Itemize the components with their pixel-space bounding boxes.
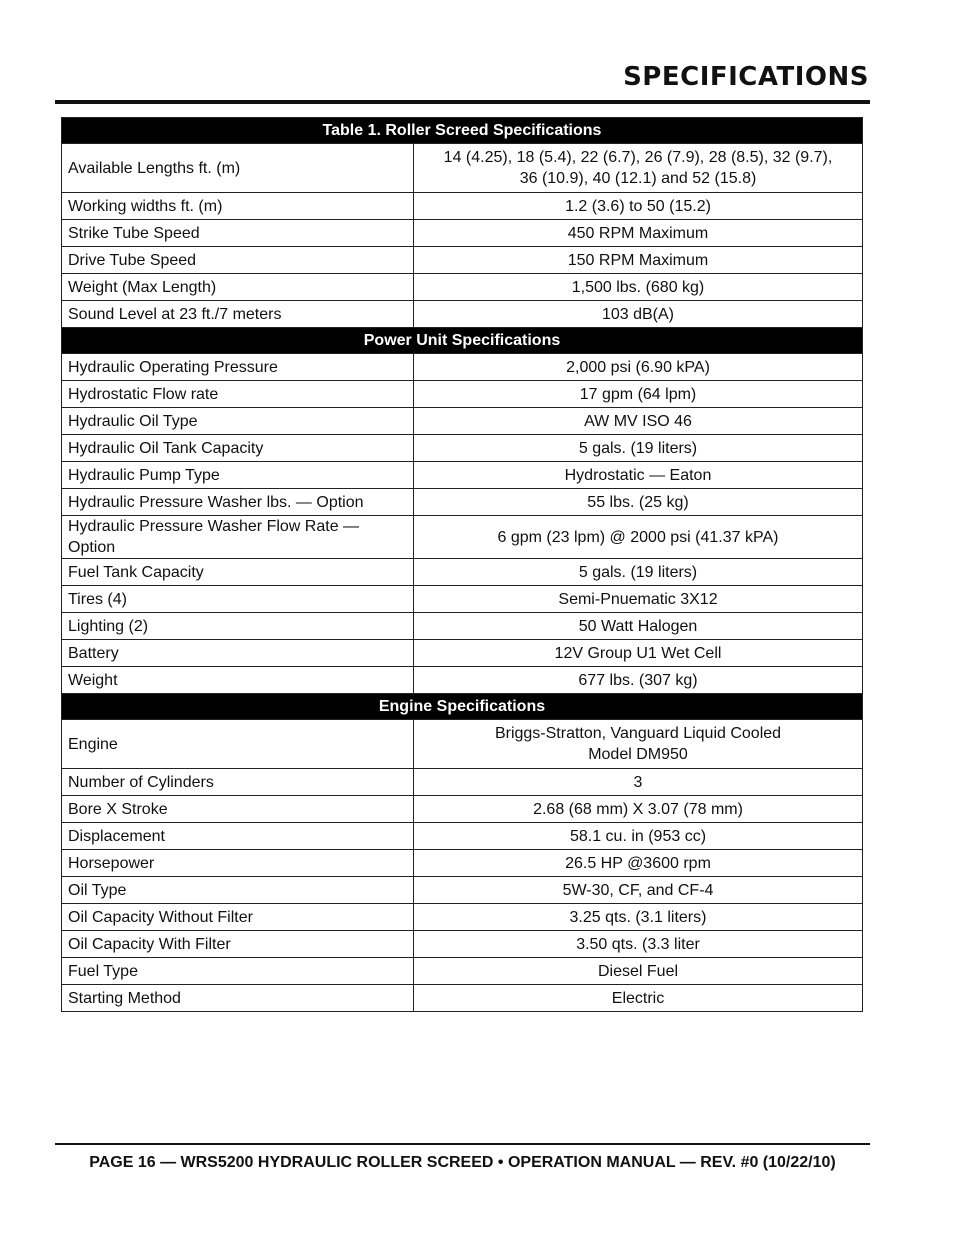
spec-label: Battery — [62, 640, 414, 667]
section-title: Power Unit Specifications — [62, 328, 863, 354]
table-row — [62, 667, 863, 694]
table-row — [62, 381, 863, 408]
spec-value: Hydrostatic — Eaton — [414, 462, 863, 489]
spec-label: Tires (4) — [62, 586, 414, 613]
table-row — [62, 931, 863, 958]
spec-label: Strike Tube Speed — [62, 220, 414, 247]
table-row — [62, 247, 863, 274]
spec-value: 14 (4.25), 18 (5.4), 22 (6.7), 26 (7.9), 28 (8.5), 32 (9.7), 36 (10.9), 40 (12.1) and 52 (15.8) — [414, 144, 863, 193]
spec-label: Hydraulic Pump Type — [62, 462, 414, 489]
spec-value: 3 — [414, 769, 863, 796]
table-row — [62, 220, 863, 247]
spec-value: AW MV ISO 46 — [414, 408, 863, 435]
spec-label: Oil Type — [62, 877, 414, 904]
table-row — [62, 559, 863, 586]
spec-label: Working widths ft. (m) — [62, 193, 414, 220]
spec-value: Briggs-Stratton, Vanguard Liquid Cooled Model DM950 — [414, 720, 863, 769]
spec-label: Hydraulic Oil Tank Capacity — [62, 435, 414, 462]
table-row — [62, 301, 863, 328]
spec-label: Hydraulic Operating Pressure — [62, 354, 414, 381]
spec-label: Hydraulic Pressure Washer lbs. — Option — [62, 489, 414, 516]
spec-label: Available Lengths ft. (m) — [62, 144, 414, 193]
spec-label: Displacement — [62, 823, 414, 850]
table-row — [62, 958, 863, 985]
table-row — [62, 850, 863, 877]
section-title: Engine Specifications — [62, 694, 863, 720]
spec-label: Hydrostatic Flow rate — [62, 381, 414, 408]
spec-value: 2,000 psi (6.90 kPA) — [414, 354, 863, 381]
spec-value: 5W-30, CF, and CF-4 — [414, 877, 863, 904]
spec-value: 3.50 qts. (3.3 liter — [414, 931, 863, 958]
spec-label: Weight — [62, 667, 414, 694]
spec-label: Fuel Type — [62, 958, 414, 985]
spec-value: Diesel Fuel — [414, 958, 863, 985]
spec-value: 50 Watt Halogen — [414, 613, 863, 640]
spec-value: Electric — [414, 985, 863, 1012]
spec-label: Engine — [62, 720, 414, 769]
table-row — [62, 640, 863, 667]
spec-value: 55 lbs. (25 kg) — [414, 489, 863, 516]
spec-value: Semi-Pnuematic 3X12 — [414, 586, 863, 613]
table-row — [62, 769, 863, 796]
table-row — [62, 462, 863, 489]
table-row — [62, 796, 863, 823]
spec-value: 26.5 HP @3600 rpm — [414, 850, 863, 877]
table-row — [62, 489, 863, 516]
spec-label: Fuel Tank Capacity — [62, 559, 414, 586]
table-row — [62, 586, 863, 613]
spec-value: 677 lbs. (307 kg) — [414, 667, 863, 694]
table-row — [62, 354, 863, 381]
spec-value: 12V Group U1 Wet Cell — [414, 640, 863, 667]
spec-label: Bore X Stroke — [62, 796, 414, 823]
spec-value: 6 gpm (23 lpm) @ 2000 psi (41.37 kPA) — [414, 516, 863, 559]
spec-value: 2.68 (68 mm) X 3.07 (78 mm) — [414, 796, 863, 823]
table-row — [62, 435, 863, 462]
title-divider — [55, 100, 870, 104]
table-row — [62, 720, 863, 769]
page-footer: PAGE 16 — WRS5200 HYDRAULIC ROLLER SCREED • OPERATION MANUAL — REV. #0 (10/22/10) — [89, 1154, 836, 1171]
specifications-table-body — [62, 118, 863, 1012]
table-row — [62, 408, 863, 435]
footer-divider — [55, 1143, 870, 1145]
specifications-table — [61, 117, 863, 1012]
table-row — [62, 144, 863, 193]
spec-value: 58.1 cu. in (953 cc) — [414, 823, 863, 850]
spec-label: Weight (Max Length) — [62, 274, 414, 301]
section-title: Table 1. Roller Screed Specifications — [62, 118, 863, 144]
section-header-row — [62, 694, 863, 720]
table-row — [62, 274, 863, 301]
section-header-row — [62, 328, 863, 354]
spec-label: Oil Capacity With Filter — [62, 931, 414, 958]
table-row — [62, 613, 863, 640]
spec-value: 1,500 lbs. (680 kg) — [414, 274, 863, 301]
spec-value: 3.25 qts. (3.1 liters) — [414, 904, 863, 931]
spec-value: 1.2 (3.6) to 50 (15.2) — [414, 193, 863, 220]
spec-label: Oil Capacity Without Filter — [62, 904, 414, 931]
spec-label: Number of Cylinders — [62, 769, 414, 796]
table-row — [62, 985, 863, 1012]
spec-value: 103 dB(A) — [414, 301, 863, 328]
table-row — [62, 904, 863, 931]
spec-value: 17 gpm (64 lpm) — [414, 381, 863, 408]
spec-value: 5 gals. (19 liters) — [414, 559, 863, 586]
spec-label: Hydraulic Pressure Washer Flow Rate — Option — [62, 516, 414, 559]
spec-label: Sound Level at 23 ft./7 meters — [62, 301, 414, 328]
table-row — [62, 193, 863, 220]
table-row — [62, 823, 863, 850]
table-row — [62, 516, 863, 559]
table-row — [62, 877, 863, 904]
section-header-row — [62, 118, 863, 144]
spec-value: 150 RPM Maximum — [414, 247, 863, 274]
spec-value: 450 RPM Maximum — [414, 220, 863, 247]
spec-label: Lighting (2) — [62, 613, 414, 640]
spec-label: Horsepower — [62, 850, 414, 877]
spec-label: Starting Method — [62, 985, 414, 1012]
spec-value: 5 gals. (19 liters) — [414, 435, 863, 462]
spec-label: Drive Tube Speed — [62, 247, 414, 274]
page-title: SPECIFICATIONS — [623, 62, 869, 92]
spec-label: Hydraulic Oil Type — [62, 408, 414, 435]
